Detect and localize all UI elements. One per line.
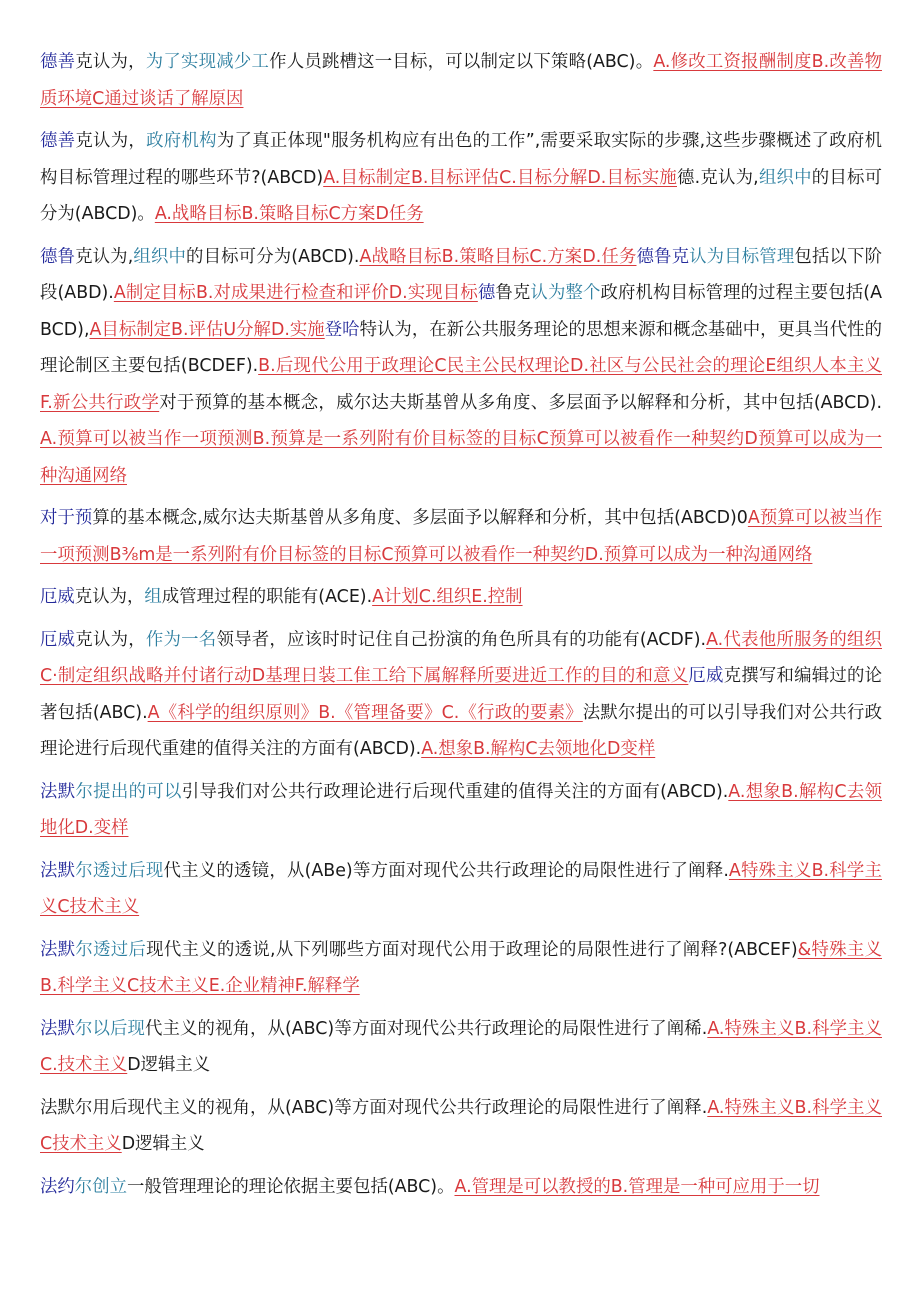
question-paragraph bbox=[40, 239, 882, 495]
term-highlight: 法默 bbox=[40, 939, 76, 960]
term-highlight: 厄威 bbox=[40, 629, 76, 650]
answer-text: A.修改工资报酬制度B.改善物质环境C通过谈话了解原因 bbox=[40, 52, 882, 109]
question-text: D逻辑主义 bbox=[121, 1134, 205, 1154]
question-text: D逻辑主义 bbox=[127, 1055, 211, 1075]
answer-text: A计划C.组织E.控制 bbox=[372, 587, 523, 607]
question-text: 的目标可分为(ABCD). bbox=[186, 246, 360, 267]
question-text: 政府机构目标管理的过程主要包括(ABCD), bbox=[40, 283, 882, 340]
question-text: 克撰写和编辑过的论著包括(ABC). bbox=[40, 666, 882, 723]
question-paragraph bbox=[40, 932, 882, 1005]
phrase-highlight: 组织中 bbox=[133, 246, 187, 267]
answer-text: A特殊主义B.科学主义C技术主义 bbox=[40, 860, 882, 917]
term-highlight: 德 bbox=[477, 283, 496, 303]
question-paragraph bbox=[40, 44, 882, 117]
term-highlight: 对于预 bbox=[40, 508, 93, 528]
question-text: 鲁克 bbox=[495, 283, 531, 303]
phrase-highlight: 尔透过后现 bbox=[75, 860, 164, 881]
term-highlight: 法默 bbox=[40, 1018, 75, 1039]
question-text: 德.克认为, bbox=[677, 167, 759, 188]
question-paragraph bbox=[40, 853, 882, 926]
question-paragraph bbox=[40, 1011, 882, 1084]
answer-text: A.代表他所服务的组织C·制定组织战略并付诸行动D基理日装工隹工给下属解释所要进近工作的目的和意义 bbox=[40, 629, 882, 686]
question-text: 特认为，在新公共服务理论的思想来源和概念基础中，更具当代性的理论制区主要包括(BCDEF). bbox=[40, 319, 882, 376]
document-body bbox=[40, 44, 882, 1211]
question-text: 为了真正体现"服务机构应有出色的工作”,需要采取实际的步骤,这些步骤概述了政府机构目标管理过程的哪些环节?(ABCD) bbox=[40, 131, 882, 188]
question-text: 克认为， bbox=[74, 587, 145, 607]
phrase-highlight: 为了实现减少工 bbox=[145, 52, 270, 72]
term-highlight: 德善 bbox=[40, 52, 76, 72]
question-paragraph bbox=[40, 500, 882, 573]
question-text: 的目标可分为(ABCD)。 bbox=[40, 167, 883, 224]
term-highlight: 法默 bbox=[40, 781, 76, 802]
question-paragraph bbox=[40, 123, 882, 233]
question-text: 作人员跳槽这一目标，可以制定以下策略(ABC)。 bbox=[269, 52, 654, 72]
answer-text: B.后现代公用于政理论C民主公民权理论D.社区与公民社会的理论E组织人本主义F.新公共行政学 bbox=[40, 356, 883, 413]
phrase-highlight: 认为目标管理 bbox=[689, 246, 795, 267]
question-text: 包括以下阶段(ABD). bbox=[40, 246, 882, 303]
question-text: 领导者，应该时时记住自己扮演的角色所具有的功能有(ACDF). bbox=[216, 629, 707, 650]
phrase-highlight: 尔以后现 bbox=[75, 1018, 145, 1039]
answer-text: A.特殊主义B.科学主义C技术主义 bbox=[40, 1097, 882, 1154]
question-text: 克认为, bbox=[75, 246, 134, 267]
question-paragraph bbox=[40, 1169, 882, 1206]
answer-text: A.想象B.解构C去领地化D.变样 bbox=[40, 781, 882, 838]
phrase-highlight: 组 bbox=[144, 587, 162, 607]
term-highlight: 法默 bbox=[40, 860, 76, 881]
answer-text: A制定目标B.对成果进行检查和评价D.实现目标 bbox=[113, 283, 478, 303]
question-paragraph bbox=[40, 579, 882, 616]
question-paragraph bbox=[40, 622, 882, 768]
phrase-highlight: 作为一名 bbox=[145, 629, 217, 650]
question-text: 算的基本概念,威尔达夫斯基曾从多角度、多层面予以解释和分析，其中包括(ABCD)0 bbox=[92, 508, 748, 528]
question-text: 克认为， bbox=[75, 52, 146, 72]
answer-text: A预算可以被当作一项预测B⅜m是一系列附有价目标签的目标C预算可以被看作一种契约D.预算可以成为一种沟通网络 bbox=[40, 508, 882, 565]
answer-text: A.战略目标B.策略目标C方案D任务 bbox=[154, 204, 424, 224]
term-highlight: 德鲁克 bbox=[636, 246, 690, 267]
answer-text: A.管理是可以教授的B.管理是一种可应用于一切 bbox=[454, 1176, 820, 1197]
term-highlight: 登哈 bbox=[324, 319, 360, 340]
phrase-highlight: 尔提出的可以 bbox=[75, 781, 182, 802]
phrase-highlight: 政府机构 bbox=[146, 131, 217, 151]
question-text: 代主义的视角，从(ABC)等方面对现代公共行政理论的局限性进行了阐稀. bbox=[145, 1018, 708, 1039]
phrase-highlight: 组织中 bbox=[758, 167, 812, 188]
term-highlight: 德善 bbox=[40, 131, 76, 151]
question-text: 法默尔提出的可以引导我们对公共行政理论进行后现代重建的值得关注的方面有(ABCD). bbox=[40, 702, 882, 759]
question-text: 对于预算的基本概念，威尔达夫斯基曾从多角度、多层面予以解释和分析，其中包括(ABCD). bbox=[159, 392, 882, 413]
term-highlight: 厄威 bbox=[688, 666, 724, 686]
question-text: 法默尔用后现代主义的视角，从(ABC)等方面对现代公共行政理论的局限性进行了阐释. bbox=[40, 1097, 708, 1118]
answer-text: A.特殊主义B.科学主义C.技术主义 bbox=[40, 1018, 882, 1075]
question-paragraph bbox=[40, 1090, 882, 1163]
question-text: 克认为， bbox=[75, 629, 146, 650]
phrase-highlight: 尔创立 bbox=[74, 1176, 127, 1197]
term-highlight: 德鲁 bbox=[40, 246, 76, 267]
question-text: 成管理过程的职能有(ACE). bbox=[161, 587, 373, 607]
answer-text: &特殊主义B.科学主义C技术主义E.企业精神F.解释学 bbox=[40, 939, 882, 996]
question-paragraph bbox=[40, 774, 882, 847]
term-highlight: 厄威 bbox=[40, 587, 75, 607]
question-text: 现代主义的透说,从下列哪些方面对现代公用于政理论的局限性进行了阐释?(ABCEF) bbox=[146, 939, 798, 960]
phrase-highlight: 尔透过后 bbox=[75, 939, 147, 960]
question-text: 克认为， bbox=[75, 131, 147, 151]
question-text: 引导我们对公共行政理论进行后现代重建的值得关注的方面有(ABCD). bbox=[181, 781, 729, 802]
answer-text: A.目标制定B.目标评估C.目标分解D.目标实施 bbox=[323, 167, 677, 188]
question-text: 一般管理理论的理论依据主要包括(ABC)。 bbox=[126, 1176, 455, 1197]
phrase-highlight: 认为整个 bbox=[530, 283, 601, 303]
answer-text: A目标制定B.评估U分解D.实施 bbox=[89, 319, 325, 340]
term-highlight: 法约 bbox=[40, 1176, 75, 1197]
answer-text: A《科学的组织原则》B.《管理备要》C.《行政的要素》 bbox=[147, 702, 583, 723]
answer-text: A.想象B.解构C去领地化D变样 bbox=[421, 739, 656, 759]
answer-text: A战略目标B.策略目标C.方案D.任务 bbox=[359, 246, 637, 267]
answer-text: A.预算可以被当作一项预测B.预算是一系列附有价目标签的目标C预算可以被看作一种契约D预算可以成为一种沟通网络 bbox=[40, 429, 882, 486]
question-text: 代主义的透镜，从(ABe)等方面对现代公共行政理论的局限性进行了阐释. bbox=[163, 860, 729, 881]
